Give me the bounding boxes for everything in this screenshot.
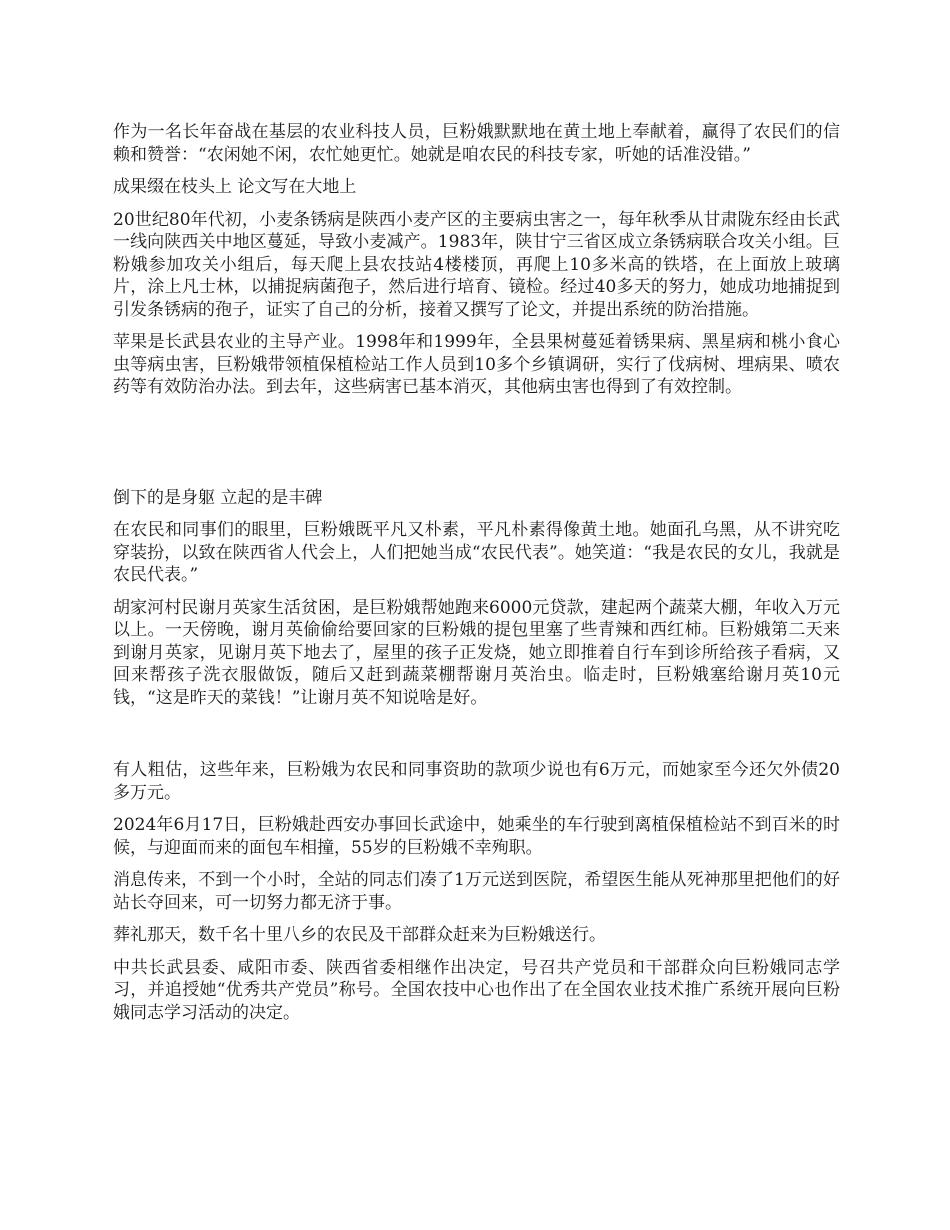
paragraph-news: 消息传来，不到一个小时，全站的同志们凑了1万元送到医院，希望医生能从死神那里把他们的好站长夺回来，可一切努力都无济于事。 [113,870,840,913]
paragraph-intro: 作为一名长年奋战在基层的农业科技人员，巨粉娥默默地在黄土地上奉献着，赢得了农民们的信赖和赞誉：“农闲她不闲，农忙她更忙。她就是咱农民的科技专家，听她的话准没错。” [113,122,840,165]
paragraph-wheat-rust: 20世纪80年代初，小麦条锈病是陕西小麦产区的主要病虫害之一，每年秋季从甘肃陇东经由长武一线向陕西关中地区蔓延，导致小麦减产。1983年，陕甘宁三省区成立条锈病联合攻关小组。巨粉娥参加攻关小组后，每天爬上县农技站4楼楼顶，再爬上10多米高的铁塔，在上面放上玻璃片，涂上凡士林，以捕捉病菌孢子，然后进行培育、镜检。经过40多天的努力，她成功地捕捉到引发条锈病的孢子，证实了自己的分析，接着又撰写了论文，并提出系统的防治措施。 [113,209,840,320]
paragraph-donations: 有人粗估，这些年来，巨粉娥为农民和同事资助的款项少说也有6万元，而她家至今还欠外债20多万元。 [113,760,840,803]
paragraph-farmers-eyes: 在农民和同事们的眼里，巨粉娥既平凡又朴素，平凡朴素得像黄土地。她面孔乌黑，从不讲究吃穿装扮，以致在陕西省人代会上，人们把她当成“农民代表”。她笑道：“我是农民的女儿，我就是农民代表。” [113,520,840,585]
paragraph-funeral: 葬礼那天，数千名十里八乡的农民及干部群众赶来为巨粉娥送行。 [113,925,606,945]
paragraph-decision: 中共长武县委、咸阳市委、陕西省委相继作出决定，号召共产党员和干部群众向巨粉娥同志学习，并追授她“优秀共产党员”称号。全国农技中心也作出了在全国农业技术推广系统开展向巨粉娥同志学习活动的决定。 [113,957,840,1023]
document-body [113,121,840,1034]
section-spacer [113,409,840,487]
section-spacer [113,719,840,759]
paragraph-accident: 2024年6月17日，巨粉娥赴西安办事回长武途中，她乘坐的车行驶到离植保植检站不到百米的时候，与迎面而来的面包车相撞，55岁的巨粉娥不幸殉职。 [113,815,840,858]
section-heading-achievements: 成果缀在枝头上 论文写在大地上 [113,177,357,197]
paragraph-apple-industry: 苹果是长武县农业的主导产业。1998年和1999年，全县果树蔓延着锈果病、黑星病和桃小食心虫等病虫害，巨粉娥带领植保植检站工作人员到10多个乡镇调研，实行了伐病树、埋病果、喷农药等有效防治办法。到去年，这些病害已基本消灭，其他病虫害也得到了有效控制。 [113,332,840,397]
paragraph-xie-yueying: 胡家河村民谢月英家生活贫困，是巨粉娥帮她跑来6000元贷款，建起两个蔬菜大棚，年收入万元以上。一天傍晚，谢月英偷偷给要回家的巨粉娥的提包里塞了些青辣和西红柿。巨粉娥第二天来到谢月英家，见谢月英下地去了，屋里的孩子正发烧，她立即推着自行车到诊所给孩子看病，又回来帮孩子洗衣服做饭，随后又赶到蔬菜棚帮谢月英治虫。临走时，巨粉娥塞给谢月英10元钱，“这是昨天的菜钱！”让谢月英不知说啥是好。 [113,597,840,708]
section-heading-monument: 倒下的是身躯 立起的是丰碑 [113,487,323,508]
